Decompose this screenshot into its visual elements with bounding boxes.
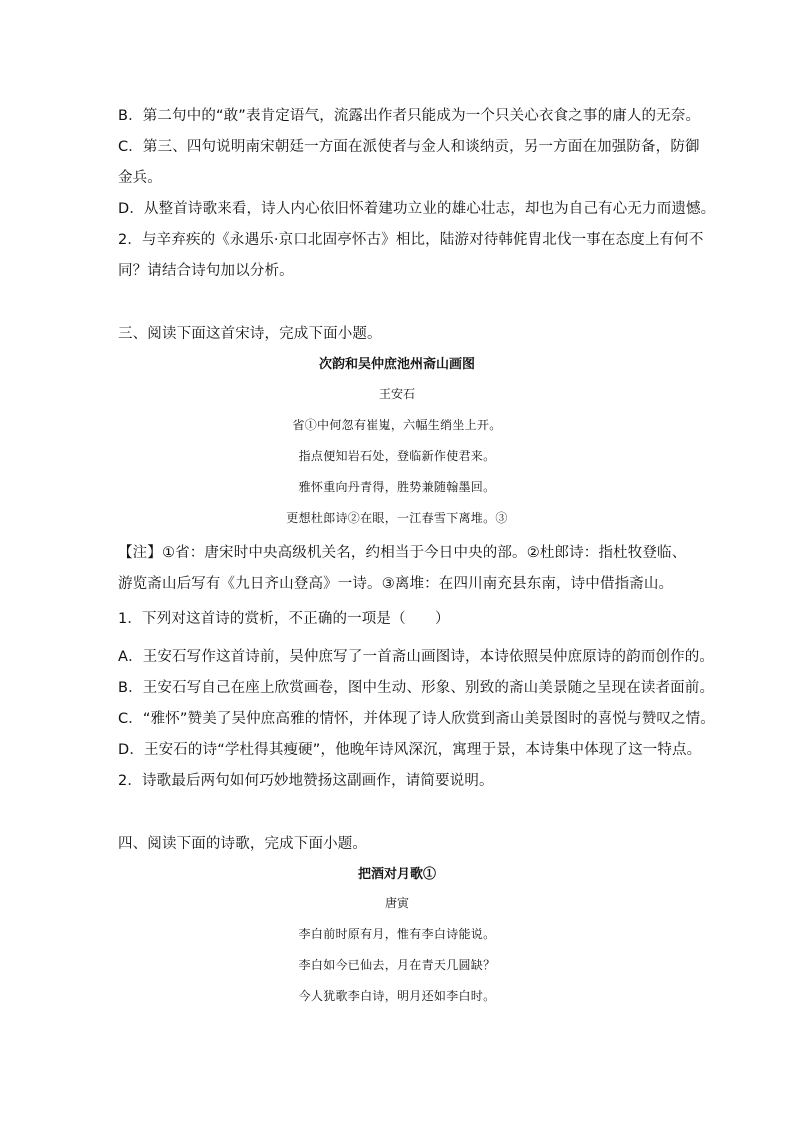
section2-option-d: D．从整首诗歌来看，诗人内心依旧怀着建功立业的雄心壮志，却也为自己有心无力而遗憾。 — [118, 201, 716, 217]
section3-poem-title: 次韵和吴仲庶池州斋山画图 — [318, 357, 475, 372]
section3-question1: 1．下列对这首诗的赏析，不正确的一项是（ ） — [118, 611, 450, 627]
section3-heading: 三、阅读下面这首宋诗，完成下面小题。 — [118, 326, 382, 342]
section2-question2-line2: 同？请结合诗句加以分析。 — [118, 263, 294, 279]
section3-poem-author: 王安石 — [378, 387, 415, 401]
section3-poem-line: 指点便知岩石处，登临新作使君来。 — [298, 449, 496, 463]
section3-poem-line: 雅怀重向丹青得，胜势兼随翰墨回。 — [298, 480, 496, 494]
section3-note-line1: 【注】①省：唐宋时中央高级机关名，约相当于今日中央的部。②杜郎诗：指杜牧登临、 — [118, 545, 687, 561]
section3-option-d: D．王安石的诗“学杜得其瘦硬”，他晚年诗风深沉，寓理于景，本诗集中体现了这一特点。 — [118, 742, 702, 758]
section3-note-line2: 游览斋山后写有《九日齐山登高》一诗。③离堆：在四川南充县东南，诗中借指斋山。 — [118, 576, 674, 592]
section3-poem-line: 更想杜郎诗②在眼，一江春雪下离堆。③ — [286, 511, 508, 525]
section4-poem-author: 唐寅 — [384, 896, 409, 910]
section3-option-b: B．王安石写自己在座上欣赏画卷，图中生动、形象、别致的斋山美景随之呈现在读者面前。 — [118, 680, 715, 696]
section2-question2-line1: 2．与辛弃疾的《永遇乐·京口北固亭怀古》相比，陆游对待韩侂胄北伐一事在态度上有何不 — [118, 232, 704, 248]
section4-poem-line: 李白如今已仙去，月在青天几圆缺？ — [298, 958, 496, 972]
section3-option-a: A．王安石写作这首诗前，吴仲庶写了一首斋山画图诗，本诗依照吴仲庶原诗的韵而创作的。 — [118, 649, 715, 665]
section2-option-c-line2: 金兵。 — [118, 170, 162, 186]
section4-poem-line: 今人犹歌李白诗，明月还如李白时。 — [298, 989, 496, 1003]
section4-heading: 四、阅读下面的诗歌，完成下面小题。 — [118, 836, 368, 852]
section2-option-c-line1: C．第三、四句说明南宋朝廷一方面在派使者与金人和谈纳贡，另一方面在加强防备，防御 — [118, 139, 700, 155]
section3-poem-line: 省①中何忽有崔嵬，六幅生绡坐上开。 — [292, 418, 502, 432]
section4-poem-line: 李白前时原有月，惟有李白诗能说。 — [298, 927, 496, 941]
section4-poem-title: 把酒对月歌① — [357, 867, 436, 882]
section3-option-c: C．“雅怀”赞美了吴仲庶高雅的情怀，并体现了诗人欣赏到斋山美景图时的喜悦与赞叹之情。 — [118, 711, 715, 727]
section2-option-b: B．第二句中的“敢”表肯定语气，流露出作者只能成为一个只关心衣食之事的庸人的无奈。 — [118, 108, 701, 124]
section3-question2: 2．诗歌最后两句如何巧妙地赞扬这副画作，请简要说明。 — [118, 773, 494, 789]
